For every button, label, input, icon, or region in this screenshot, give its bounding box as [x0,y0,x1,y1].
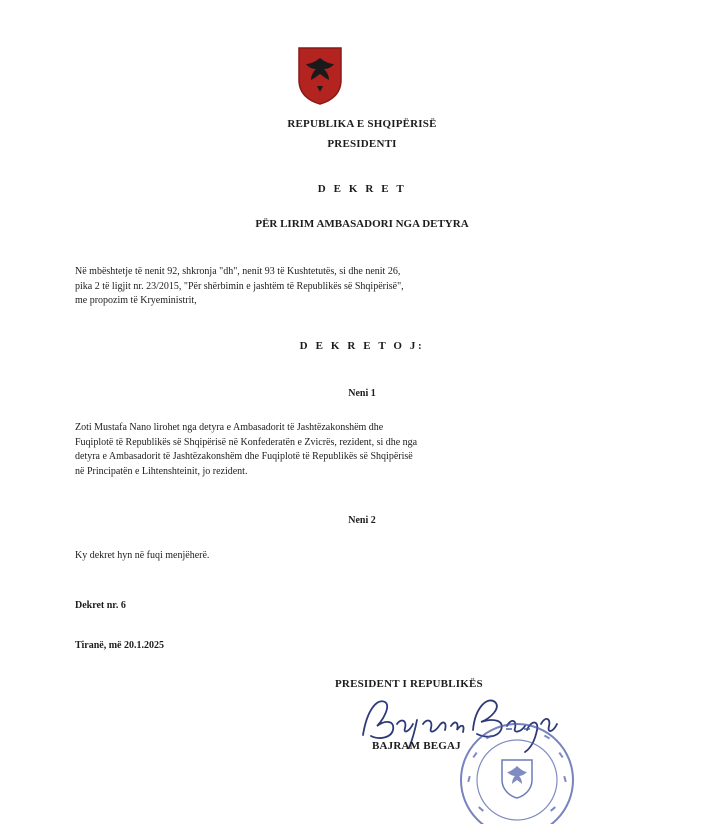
article-1-line: Zoti Mustafa Nano lirohet nga detyra e Ambasadorit të Jashtëzakonshëm dhe [75,422,384,433]
article-2-body: Ky dekret hyn në fuqi menjëherë. [75,550,210,561]
decree-title: PËR LIRIM AMBASADORI NGA DETYRA [255,218,469,230]
article-2-heading: Neni 2 [348,515,376,526]
article-1-line: Fuqiplotë të Republikës së Shqipërisë në Konfederatën e Zvicrës, rezident, si dhe nga [75,436,418,448]
preamble-line: Në mbështetje të nenit 92, shkronja "dh", nenit 93 të Kushtetutës, si dhe nenit 26, [75,266,401,277]
article-1-heading: Neni 1 [348,388,376,399]
preamble [75,265,595,309]
decree-verb: D E K R E T O J: [299,340,425,352]
country-name: REPUBLIKA E SHQIPËRISË [287,118,437,130]
decree-label: D E K R E T [317,183,407,195]
article-1-body [75,421,595,479]
presidential-seal-icon [458,720,576,824]
signatory-title: PRESIDENT I REPUBLIKËS [335,678,483,690]
albanian-coat-of-arms-icon [297,46,343,106]
preamble-line: me propozim të Kryeministrit, [75,295,197,306]
place-date: Tiranë, më 20.1.2025 [75,640,164,651]
decree-number: Dekret nr. 6 [75,600,126,611]
preamble-line: pika 2 të ligjit nr. 23/2015, "Për shërbimin e jashtëm të Republikës së Shqipërisë", [75,280,404,292]
article-1-line: detyra e Ambasadorit të Jashtëzakonshëm dhe Fuqiplotë të Republikës së Shqipërisë [75,451,413,462]
signatory-name: BAJRAM BEGAJ [372,740,461,752]
office-name: PRESIDENTI [327,138,397,150]
article-1-line: në Principatën e Lihtenshteinit, jo rezident. [75,465,248,477]
